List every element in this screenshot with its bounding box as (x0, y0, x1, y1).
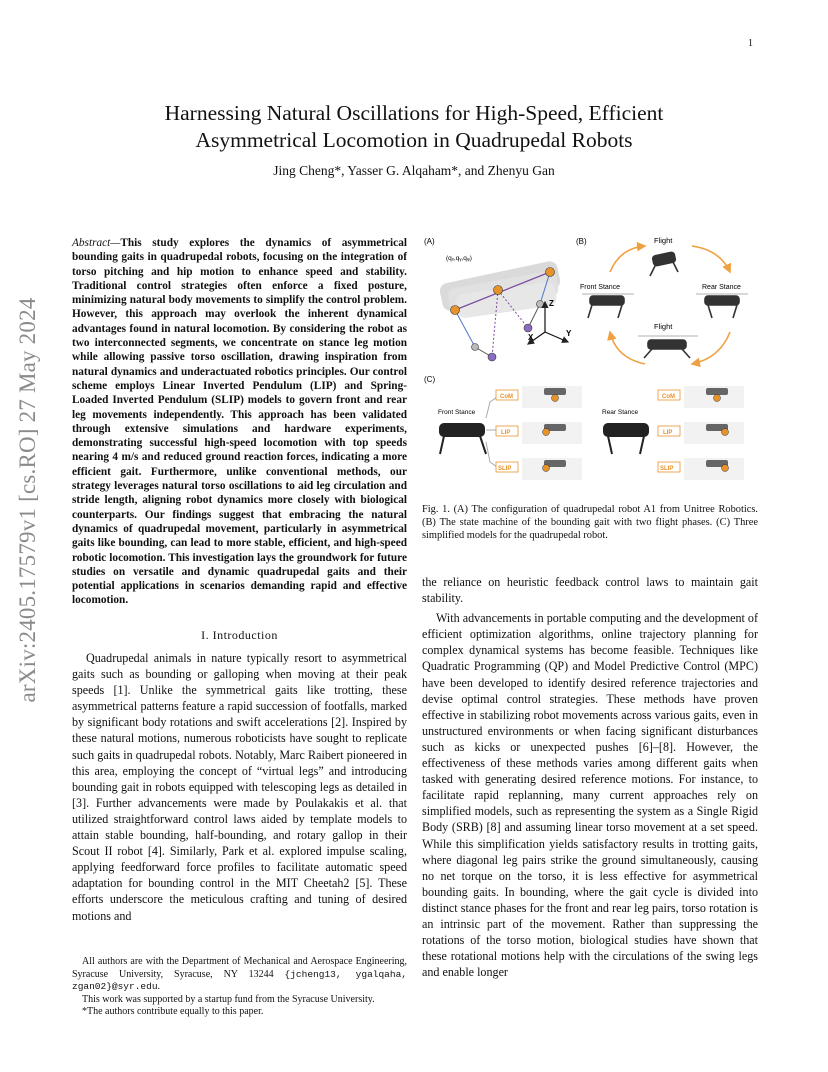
abstract-label: Abstract— (72, 237, 121, 249)
right-paragraph-1: With advancements in portable computing and the development of efficient optimization algorithms, online trajectory planning for complex dynamical systems has become feasible. Techniques like Quadratic Programming (QP) and Model Predictive Control (MPC) have been developed to identify desired reference trajectories and devise optimal control strategies. These methods have proven effective in stabilizing robot movements across various gaits, even in unstructured environments or when facing significant disturbances such as kicks or unexpected pushes [6]–[8]. However, the effectiveness of these methods varies among different gaits when tasked with generating desired reference motions. For instance, to facilitate rapid replanning, many current approaches rely on simplified models, such as representing the system as a Single Rigid Body (SRB) [8] and assuming linear torso movement at a set speed. While this simplification yields satisfactory results in trotting gaits, where diagonal leg pairs strike the ground simultaneously, causing no net torque on the torso, it is less effective for asymmetrical bounding gaits. In bounding, where the gait cycle is divided into distinct stance phases for the front and rear leg pairs, torso rotation is an intrinsic part of the movement. Rather than suppressing the rotations of the torso motion, biological studies have shown that these rotational motions help with the circulations of the swing legs and enable longer (422, 611, 758, 980)
panel-c-label: (C) (424, 375, 436, 384)
com-tag-rear: CoM (662, 394, 675, 400)
slip-tag-front: SLIP (498, 466, 512, 472)
robot-poses-b (582, 252, 748, 358)
arxiv-id: arXiv:2405.17579v1 [cs.RO] 27 May 2024 (15, 297, 40, 703)
c-front-stance-label: Front Stance (438, 409, 476, 416)
footnote-equal: *The authors contribute equally to this paper. (82, 1006, 264, 1018)
footnote-affiliation: All authors are with the Department of Mechanical and Aerospace Engineering, Syracuse University, Syracuse, NY 13244 {jcheng13, ygalqaha, zgan02}@syr.edu. (72, 956, 407, 993)
panel-b-label: (B) (576, 237, 587, 246)
page-number: 1 (748, 38, 753, 49)
authors: Jing Cheng*, Yasser G. Alqaham*, and Zhenyu Gan (273, 163, 555, 178)
flight-bottom-label: Flight (654, 322, 673, 331)
title-line-1: Harnessing Natural Oscillations for High-Speed, Efficient (164, 101, 664, 125)
panel-a-label: (A) (424, 237, 435, 246)
slip-tag-rear: SLIP (660, 466, 674, 472)
right-paragraph-continuation: the reliance on heuristic feedback control laws to maintain gait stability. (422, 575, 758, 606)
email-list: {jcheng13, ygalqaha, zgan02}@syr.edu (72, 968, 407, 993)
figure-caption: Fig. 1. (A) The configuration of quadrupedal robot A1 from Unitree Robotics. (B) The state machine of the bounding gait with two flight phases. (C) Three simplified models for the quadrupedal robot. (422, 504, 758, 541)
footnote-funding: This work was supported by a startup fund from the Syracuse University. (82, 993, 375, 1005)
abstract (72, 236, 407, 608)
lip-tag-front: LIP (501, 430, 511, 436)
right-column (422, 574, 758, 980)
lip-tag-rear: LIP (663, 430, 673, 436)
footnotes (72, 956, 407, 1019)
front-stance-label: Front Stance (580, 284, 621, 291)
axis-x-label: X (528, 333, 534, 342)
com-tag-front: CoM (500, 394, 513, 400)
axis-z-label: Z (549, 299, 554, 308)
figure-1 (420, 232, 760, 498)
paper-title (70, 100, 758, 154)
figure-1-graphic (420, 232, 760, 498)
axis-y-label: Y (566, 329, 572, 338)
q-label: (qₓ,qᵧ,qᵩ) (446, 255, 472, 262)
c-rear-stance-label: Rear Stance (602, 409, 639, 416)
arxiv-sidebar (8, 280, 48, 720)
rear-stance-label: Rear Stance (702, 284, 741, 291)
abstract-text: This study explores the dynamics of asymmetrical bounding gaits in quadrupedal robots, focusing on the integration of torso pitching and hip motion to enhance speed and stability. Traditional control strategies often enforce a fixed posture, minimizing natural body movements to simplify the control problem. However, this approach may overlook the inherent dynamical advantages found in natural locomotion. By considering the robot as two interconnected segments, we concentrate on stance leg motion while allowing passive torso oscillation, drawing inspiration from natural dynamics and underactuated robotics principles. Our control scheme employs Linear Inverted Pendulum (LIP) and Spring-Loaded Inverted Pendulum (SLIP) models to govern front and rear leg movements independently. This approach has been validated through extensive simulations and hardware experiments, demonstrating successful high-speed locomotion with top speeds nearing 4 m/s and reduced ground reaction forces, indicating a more efficient gait. Furthermore, unlike conventional methods, our strategy leverages natural torso oscillations to aid leg circulation and stride length, aligning robot dynamics more closely with biological counterparts. Our findings suggest that embracing the natural dynamics of quadrupedal movement, particularly in asymmetrical gaits like bounding, can lead to more stable, efficient, and high-speed robotic locomotion. This investigation lays the groundwork for future studies on versatile and dynamic quadrupedal gaits and their potential applications in scenarios demanding rapid and effective locomotion. (72, 237, 407, 607)
flight-top-label: Flight (654, 236, 673, 245)
title-line-2: Asymmetrical Locomotion in Quadrupedal Robots (195, 128, 633, 152)
intro-paragraph: Quadrupedal animals in nature typically resort to asymmetrical gaits such as bounding or galloping when moving at their peak speeds [1]. Unlike the symmetrical gaits like trotting, these asymmetrical patterns feature a rapid succession of footfalls, marked by significant body rotations and swift accelerations [2]. Inspired by these natural motions, numerous roboticists have sought to replicate such gaits in quadrupedal robots. Notably, Marc Raibert pioneered in this area, employing the concept of “virtual legs” and introducing bounding gait in robots equipped with telescoping legs as detailed in [3]. Further advancements were made by Poulakakis et al. that utilized straightforward control laws aided by template models to attain stable bounding, half-bounding, and rotary gallop in their Scout II robot [4]. Similarly, Park et al. explored impulse scaling, applying feedforward force profiles to facilitate automatic speed adaptation for bounding control in the MIT Cheetah2 [5]. These efforts underscore the meticulous crafting and tuning of desired motions and (72, 651, 407, 923)
section-heading: I. Introduction (201, 628, 278, 642)
axes-triad (528, 302, 568, 344)
intro-column (72, 650, 407, 924)
